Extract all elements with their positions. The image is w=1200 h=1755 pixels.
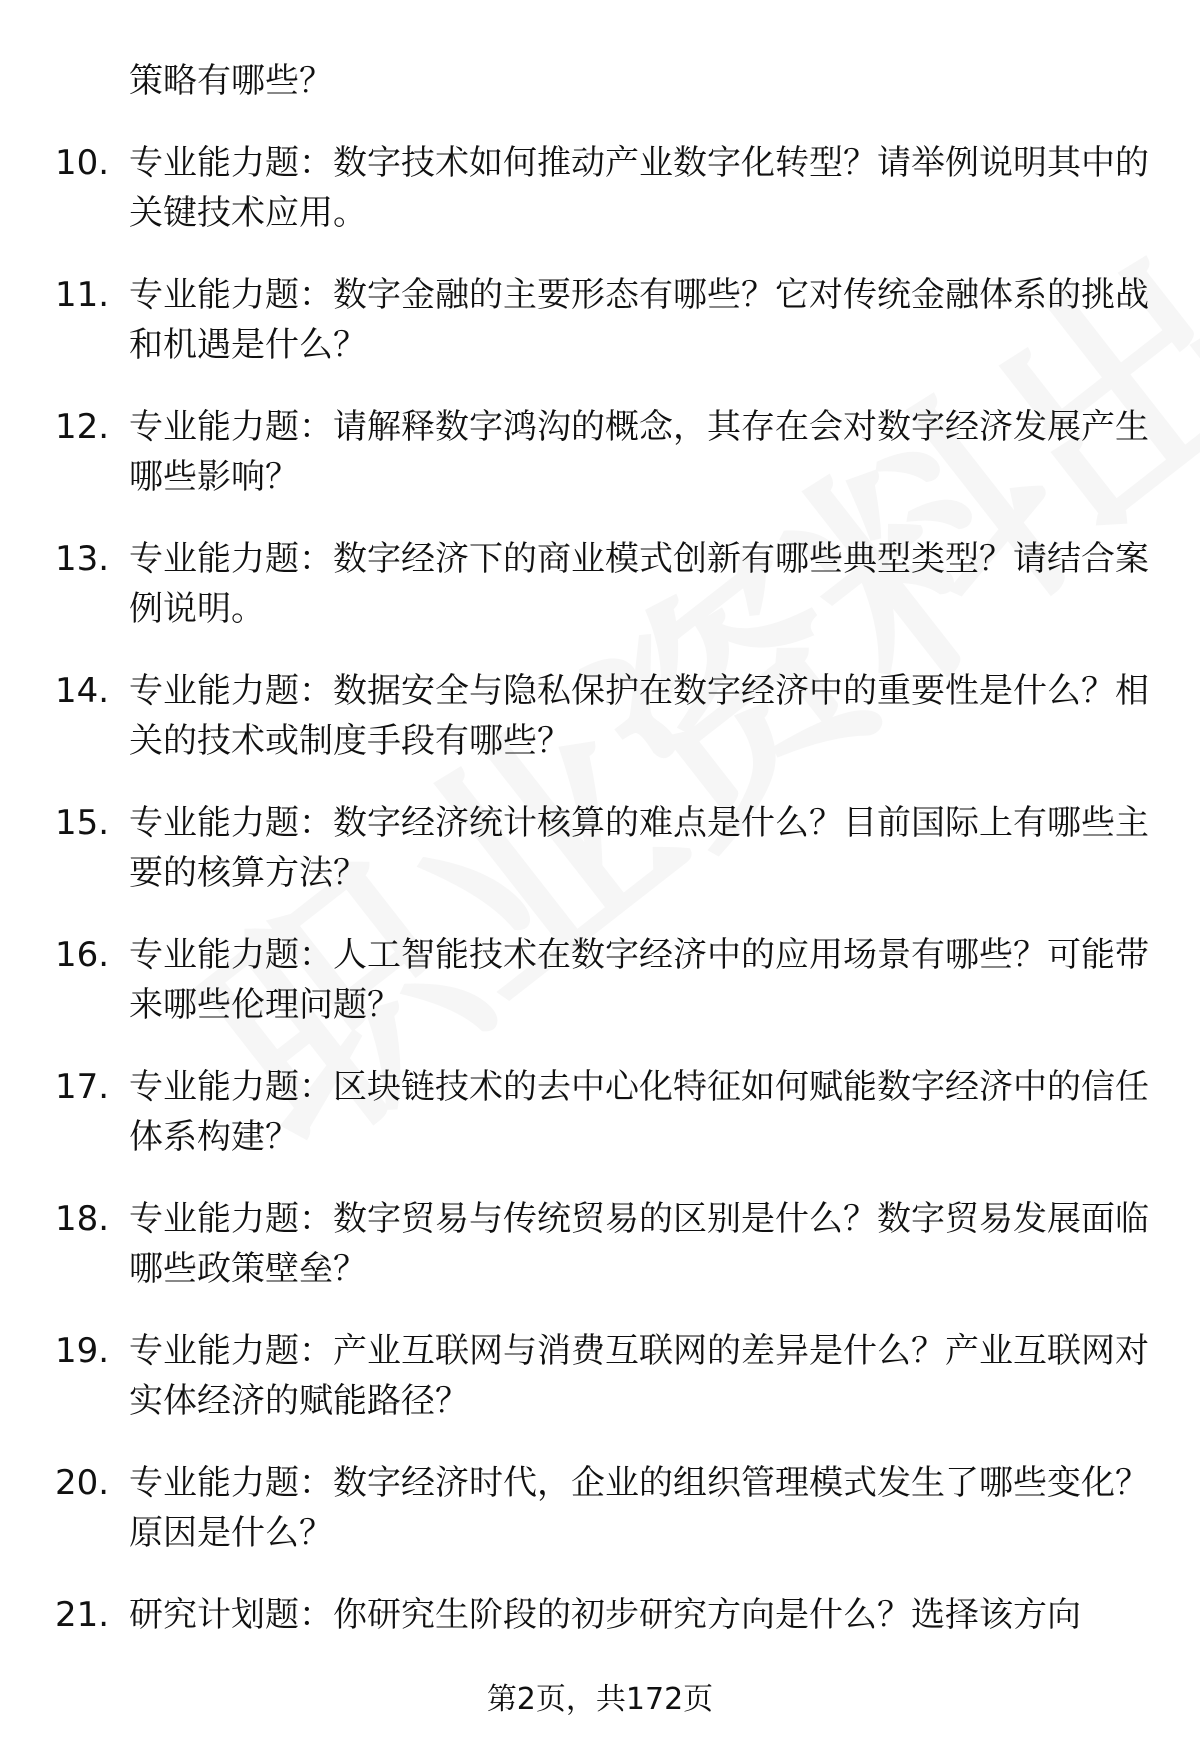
question-number: 14. [55, 671, 110, 711]
question-number: 15. [55, 803, 110, 843]
question-number: 17. [55, 1067, 110, 1107]
question-item-20 [55, 1458, 1150, 1558]
question-text: 专业能力题：数字经济统计核算的难点是什么？目前国际上有哪些主要的核算方法？ [129, 803, 1149, 893]
question-text: 专业能力题：数字金融的主要形态有哪些？它对传统金融体系的挑战和机遇是什么？ [129, 275, 1149, 365]
question-list [55, 56, 1150, 1672]
question-item-21 [55, 1590, 1150, 1640]
question-text: 专业能力题：人工智能技术在数字经济中的应用场景有哪些？可能带来哪些伦理问题？ [129, 935, 1149, 1025]
question-item-13 [55, 534, 1150, 634]
question-text: 专业能力题：数字经济下的商业模式创新有哪些典型类型？请结合案例说明。 [129, 539, 1149, 629]
question-item-18 [55, 1194, 1150, 1294]
question-number: 13. [55, 539, 110, 579]
question-item-10 [55, 138, 1150, 238]
question-number: 21. [55, 1595, 110, 1635]
question-item-15 [55, 798, 1150, 898]
question-text: 专业能力题：请解释数字鸿沟的概念，其存在会对数字经济发展产生哪些影响？ [129, 407, 1149, 497]
question-number: 20. [55, 1463, 110, 1503]
question-item-19 [55, 1326, 1150, 1426]
question-item-14 [55, 666, 1150, 766]
question-text: 专业能力题：区块链技术的去中心化特征如何赋能数字经济中的信任体系构建？ [129, 1067, 1149, 1157]
continuation-line: 策略有哪些？ [129, 61, 333, 101]
question-number: 10. [55, 143, 110, 183]
question-text: 专业能力题：产业互联网与消费互联网的差异是什么？产业互联网对实体经济的赋能路径？ [129, 1331, 1149, 1421]
question-number: 18. [55, 1199, 110, 1239]
question-item-11 [55, 270, 1150, 370]
question-item-12 [55, 402, 1150, 502]
question-text: 专业能力题：数字经济时代，企业的组织管理模式发生了哪些变化？原因是什么？ [129, 1463, 1149, 1553]
question-number: 12. [55, 407, 110, 447]
question-text: 研究计划题：你研究生阶段的初步研究方向是什么？选择该方向 [129, 1595, 1081, 1635]
question-number: 16. [55, 935, 110, 975]
question-item-16 [55, 930, 1150, 1030]
question-text: 专业能力题：数字贸易与传统贸易的区别是什么？数字贸易发展面临哪些政策壁垒？ [129, 1199, 1149, 1289]
question-number: 19. [55, 1331, 110, 1371]
question-item-17 [55, 1062, 1150, 1162]
question-number: 11. [55, 275, 110, 315]
question-text: 专业能力题：数据安全与隐私保护在数字经济中的重要性是什么？相关的技术或制度手段有哪些？ [129, 671, 1149, 761]
page-footer: 第2页，共172页 [486, 1682, 714, 1717]
question-text: 专业能力题：数字技术如何推动产业数字化转型？请举例说明其中的关键技术应用。 [129, 143, 1149, 233]
